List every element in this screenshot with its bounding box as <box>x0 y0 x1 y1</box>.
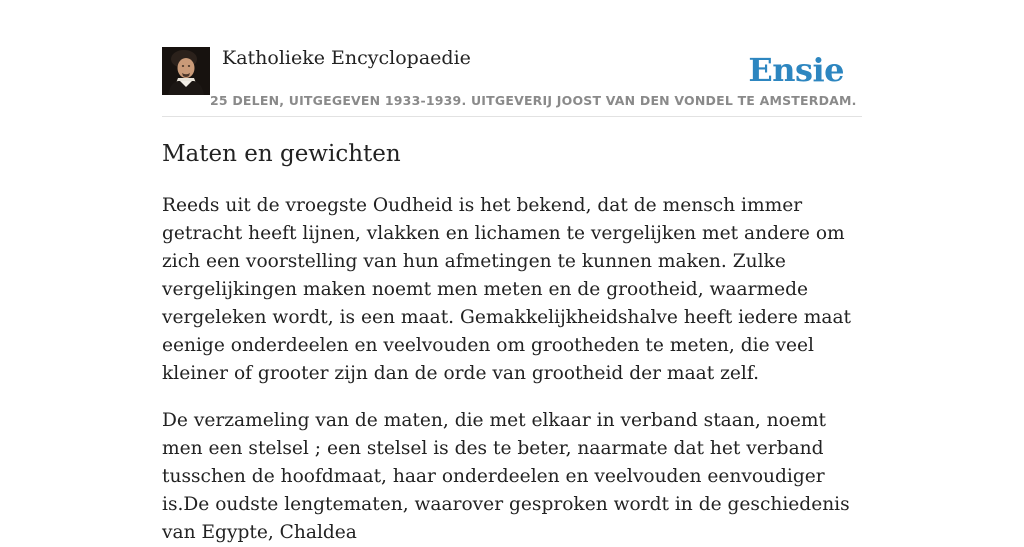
article-paragraph: Reeds uit de vroegste Oudheid is het bekend, dat de mensch immer getracht heeft lijnen, vlakken en lichamen te vergelijken met andere om zich een voorstelling van hun afmetingen te kunnen maken. Zulke vergelijkingen maken noemt men meten en de grootheid, waarmede vergeleken wordt, is een maat. Gemakkelijkheidshalve heeft iedere maat eenige onderdeelen en veelvouden om grootheden te meten, die veel kleiner of grooter zijn dan de orde van grootheid der maat zelf. <box>162 195 852 384</box>
source-title[interactable]: Katholieke Encyclopaedie <box>222 47 471 69</box>
brand-logo[interactable]: Ensie <box>748 51 844 89</box>
portrait-image <box>162 47 210 95</box>
article-title: Maten en gewichten <box>162 141 401 167</box>
source-meta: 25 DELEN, UITGEGEVEN 1933-1939. UITGEVERIJ JOOST VAN DEN VONDEL TE AMSTERDAM. <box>210 93 857 108</box>
portrait-avatar-icon[interactable] <box>162 47 210 95</box>
source-header <box>162 46 862 117</box>
article-paragraph: De verzameling van de maten, die met elkaar in verband staan, noemt men een stelsel ; een stelsel is des te beter, naarmate dat het verband tusschen de hoofdmaat, haar onderdeelen en veelvouden eenvoudiger is.De oudste lengtematen, waarover gesproken wordt in de geschiedenis van Egypte, Chaldea <box>162 410 850 543</box>
article <box>162 138 862 547</box>
